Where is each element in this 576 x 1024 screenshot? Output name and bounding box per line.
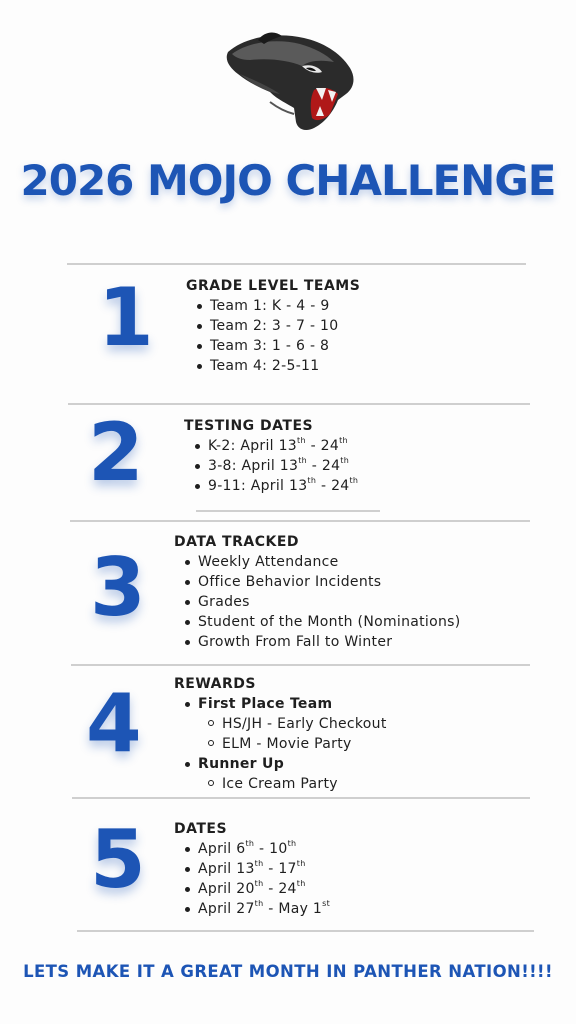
list-item: Team 2: 3 - 7 - 10 (210, 316, 360, 336)
list-item: April 6th - 10th (198, 839, 330, 859)
list-item: ELM - Movie Party (222, 734, 387, 754)
section-number-2: 2 (88, 406, 144, 499)
list-item: Team 1: K - 4 - 9 (210, 296, 360, 316)
section-rewards (174, 674, 387, 794)
list-item: HS/JH - Early Checkout (222, 716, 387, 732)
footer-slogan: LETS MAKE IT A GREAT MONTH IN PANTHER NATION!!!! (23, 962, 553, 981)
section-heading: GRADE LEVEL TEAMS (186, 278, 361, 294)
section-number-1: 1 (98, 271, 154, 364)
divider (72, 797, 530, 799)
panther-logo-icon (218, 30, 358, 140)
section-number-5: 5 (90, 813, 146, 906)
list-item: April 20th - 24th (198, 879, 330, 899)
list-item: 9-11: April 13th - 24th (208, 476, 359, 494)
section-number-4: 4 (86, 677, 142, 770)
list-item (198, 694, 387, 754)
list-item: Office Behavior Incidents (198, 572, 461, 592)
page-title: 2026 MOJO CHALLENGE (20, 156, 556, 205)
section-heading: TESTING DATES (184, 418, 314, 434)
section-grade-level-teams (186, 276, 360, 376)
list-item: Grades (198, 592, 461, 612)
list-item: Student of the Month (Nominations) (198, 614, 461, 630)
divider (196, 510, 380, 512)
section-heading: DATES (174, 821, 228, 837)
divider (77, 930, 534, 932)
reward-group-label: Runner Up (198, 756, 285, 772)
list-item: April 27th - May 1st (198, 899, 331, 917)
list-item: Team 3: 1 - 6 - 8 (210, 336, 360, 356)
section-dates (174, 819, 330, 919)
section-number-3: 3 (90, 541, 146, 634)
list-item: Team 4: 2-5-11 (210, 356, 360, 376)
list-item: Ice Cream Party (222, 774, 387, 794)
list-item (198, 754, 387, 794)
section-testing-dates (184, 416, 358, 496)
list-item: K-2: April 13th - 24th (208, 436, 358, 456)
divider (68, 403, 530, 405)
reward-group-label: First Place Team (198, 696, 333, 712)
divider (70, 520, 530, 522)
list-item: April 13th - 17th (198, 859, 330, 879)
section-heading: REWARDS (174, 676, 256, 692)
divider (67, 263, 526, 265)
list-item: Growth From Fall to Winter (198, 632, 461, 652)
divider (71, 664, 530, 666)
list-item: 3-8: April 13th - 24th (208, 456, 358, 476)
section-data-tracked (174, 532, 461, 652)
list-item: Weekly Attendance (198, 552, 461, 572)
section-heading: DATA TRACKED (174, 534, 300, 550)
